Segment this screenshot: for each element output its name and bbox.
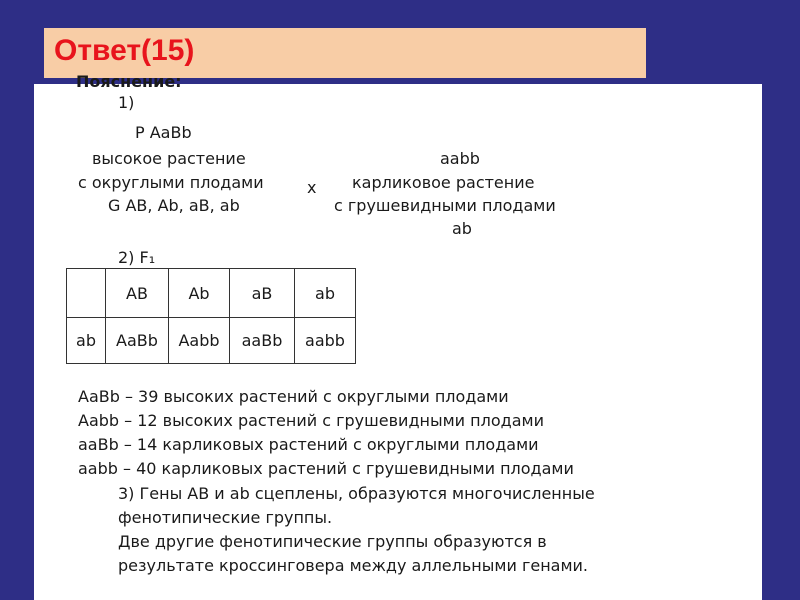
- table-cell: AB: [106, 269, 169, 318]
- gametes1: G AB, Ab, aB, ab: [108, 196, 240, 215]
- table-cell: ab: [295, 269, 356, 318]
- step3-line4: результате кроссинговера между аллельными генами.: [118, 556, 589, 575]
- table-cell: [67, 269, 106, 318]
- parent1-line2: с округлыми плодами: [78, 173, 264, 192]
- table-cell: ab: [67, 318, 106, 364]
- clipped-heading: [76, 72, 226, 91]
- table-cell: aabb: [295, 318, 356, 364]
- slide-title: Ответ(15): [54, 34, 195, 67]
- table-cell: aaBb: [230, 318, 295, 364]
- parent2-line2: с грушевидными плодами: [334, 196, 556, 215]
- step2-label: 2) F₁: [118, 248, 156, 267]
- title-banner: [44, 28, 646, 78]
- table-row: [67, 269, 356, 318]
- table-cell: Ab: [169, 269, 230, 318]
- result-line: Aabb – 12 высоких растений с грушевидными плодами: [78, 411, 544, 430]
- parent2-line1: карликовое растение: [352, 173, 535, 192]
- table-cell: Aabb: [169, 318, 230, 364]
- clipped-heading-text: Пояснение:: [76, 72, 182, 91]
- parent1-line1: высокое растение: [92, 149, 246, 168]
- gametes2: ab: [452, 219, 472, 238]
- table-cell: AaBb: [106, 318, 169, 364]
- table-row: [67, 318, 356, 364]
- result-line: aabb – 40 карликовых растений с грушевидными плодами: [78, 459, 574, 478]
- cross-sign: x: [307, 178, 317, 197]
- step1-number: 1): [118, 93, 135, 112]
- parent-label: P AaBb: [135, 123, 192, 142]
- table-cell: aB: [230, 269, 295, 318]
- step3-line1: 3) Гены AB и ab сцеплены, образуются многочисленные: [118, 484, 595, 503]
- result-line: aaBb – 14 карликовых растений с округлыми плодами: [78, 435, 539, 454]
- step3-line2: фенотипические группы.: [118, 508, 333, 527]
- gamete-table: [66, 268, 356, 364]
- result-line: AaBb – 39 высоких растений с округлыми плодами: [78, 387, 509, 406]
- step3-line3: Две другие фенотипические группы образуются в: [118, 532, 547, 551]
- parent2-genotype: aabb: [440, 149, 480, 168]
